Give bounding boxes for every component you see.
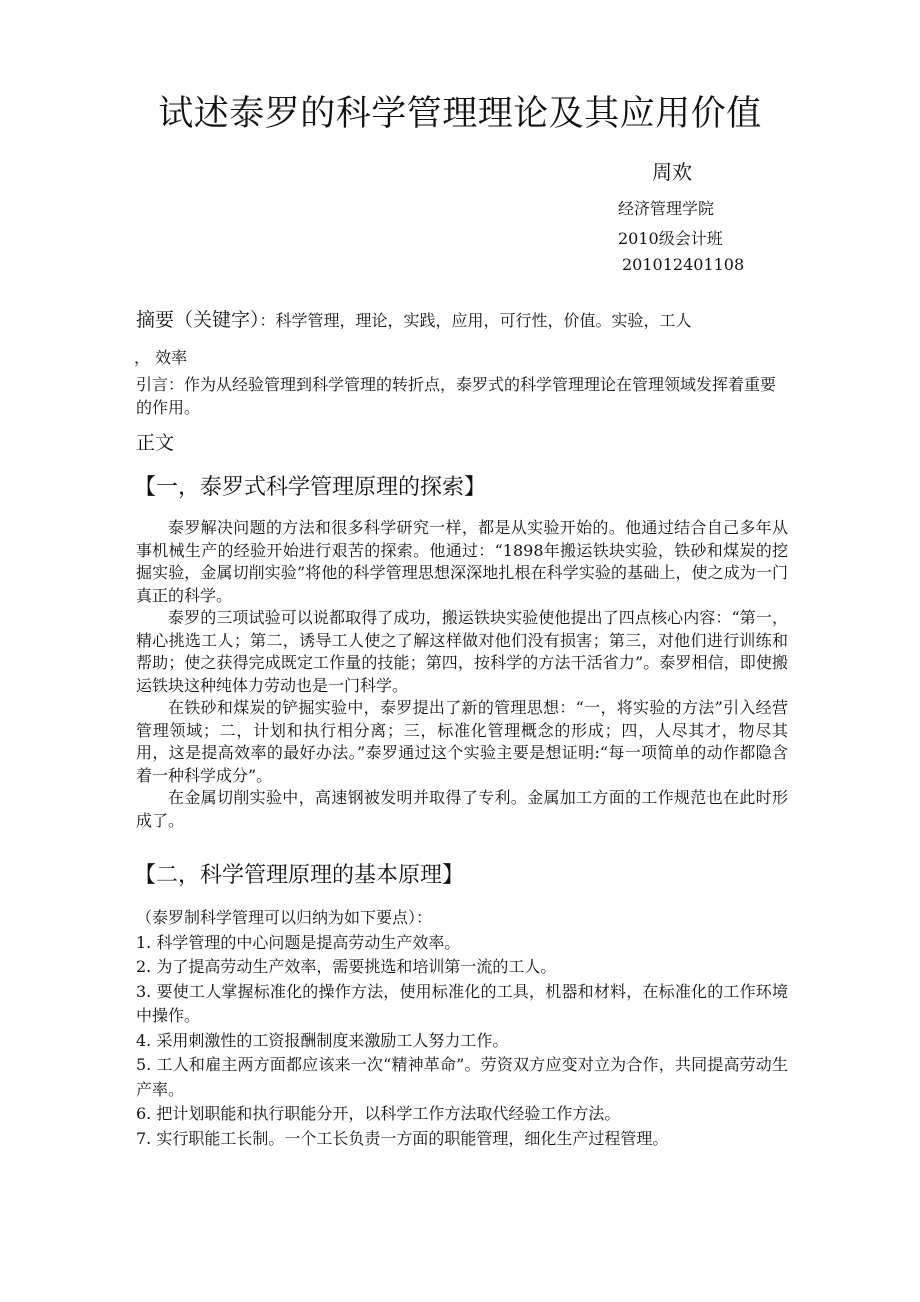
section-1-body [136, 517, 788, 832]
section-2-body [136, 906, 788, 1151]
abstract [136, 305, 692, 332]
list-item: 3. 要使工人掌握标准化的操作方法，使用标准化的工具，机器和材料，在标准化的工作环境中操作。 [136, 981, 788, 1025]
abstract-keywords: ：科学管理，理论，实践，应用，可行性，价值。实验，工人 [259, 311, 692, 330]
section-2-heading: 【二，科学管理原理的基本原理】 [134, 863, 465, 888]
author-school: 经济管理学院 [618, 199, 715, 218]
abstract-keywords-tail: ， 效率 [134, 348, 188, 367]
body-label: 正文 [136, 432, 175, 454]
introduction: 引言：作为从经验管理到科学管理的转折点，泰罗式的科学管理理论在管理领域发挥着重要的作用。 [136, 375, 777, 417]
list-item: 6. 把计划职能和执行职能分开，以科学工作方法取代经验工作方法。 [136, 1104, 621, 1123]
section-1-paragraph: 泰罗解决问题的方法和很多科学研究一样，都是从实验开始的。他通过结合自己多年从事机械生产的经验开始进行艰苦的探索。他通过：“1898年搬运铁块实验，铁砂和煤炭的挖掘实验，金属切削实验”将他的科学管理思想深深地扎根在科学实验的基础上，使之成为一门真正的科学。 [136, 518, 788, 605]
section-2-intro: （泰罗制科学管理可以归纳为如下要点）： [136, 908, 433, 927]
list-item: 1. 科学管理的中心问题是提高劳动生产效率。 [136, 932, 461, 952]
document-title: 试述泰罗的科学管理理论及其应用价值 [158, 94, 762, 134]
student-id: 201012401108 [622, 255, 745, 274]
list-item: 5. 工人和雇主两方面都应该来一次“精神革命”。劳资双方应变对立为合作，共同提高劳动生产率。 [136, 1055, 788, 1099]
author-class: 2010级会计班 [618, 229, 723, 248]
section-1-heading: 【一，泰罗式科学管理原理的探索】 [134, 475, 487, 500]
author-name: 周欢 [652, 160, 692, 184]
section-1-paragraph: 在金属切削实验中，高速钢被发明并取得了专利。金属加工方面的工作规范也在此时形成了。 [136, 788, 788, 830]
section-1-paragraph: 在铁砂和煤炭的铲掘实验中，泰罗提出了新的管理思想：“一，将实验的方法”引入经营管理领域；二，计划和执行相分离；三，标准化管理概念的形成；四，人尽其才，物尽其用，这是提高效率的最好办法。”泰罗通过这个实验主要是想证明:“每一项简单的动作都隐含着一种科学成分”。 [136, 698, 788, 785]
abstract-heading: 摘要（关键字） [136, 309, 260, 331]
section-1-paragraph: 泰罗的三项试验可以说都取得了成功，搬运铁块实验使他提出了四点核心内容：“第一，精心挑选工人；第二，诱导工人使之了解这样做对他们没有损害；第三，对他们进行训练和帮助；使之获得完成既定工作量的技能；第四，按科学的方法干活省力”。泰罗相信，即使搬运铁块这种纯体力劳动也是一门科学。 [136, 608, 788, 695]
list-item: 7. 实行职能工长制。一个工长负责一方面的职能管理，细化生产过程管理。 [136, 1128, 669, 1148]
list-item: 2. 为了提高劳动生产效率，需要挑选和培训第一流的工人。 [136, 957, 557, 976]
list-item: 4. 采用刺激性的工资报酬制度来激励工人努力工作。 [136, 1030, 509, 1050]
